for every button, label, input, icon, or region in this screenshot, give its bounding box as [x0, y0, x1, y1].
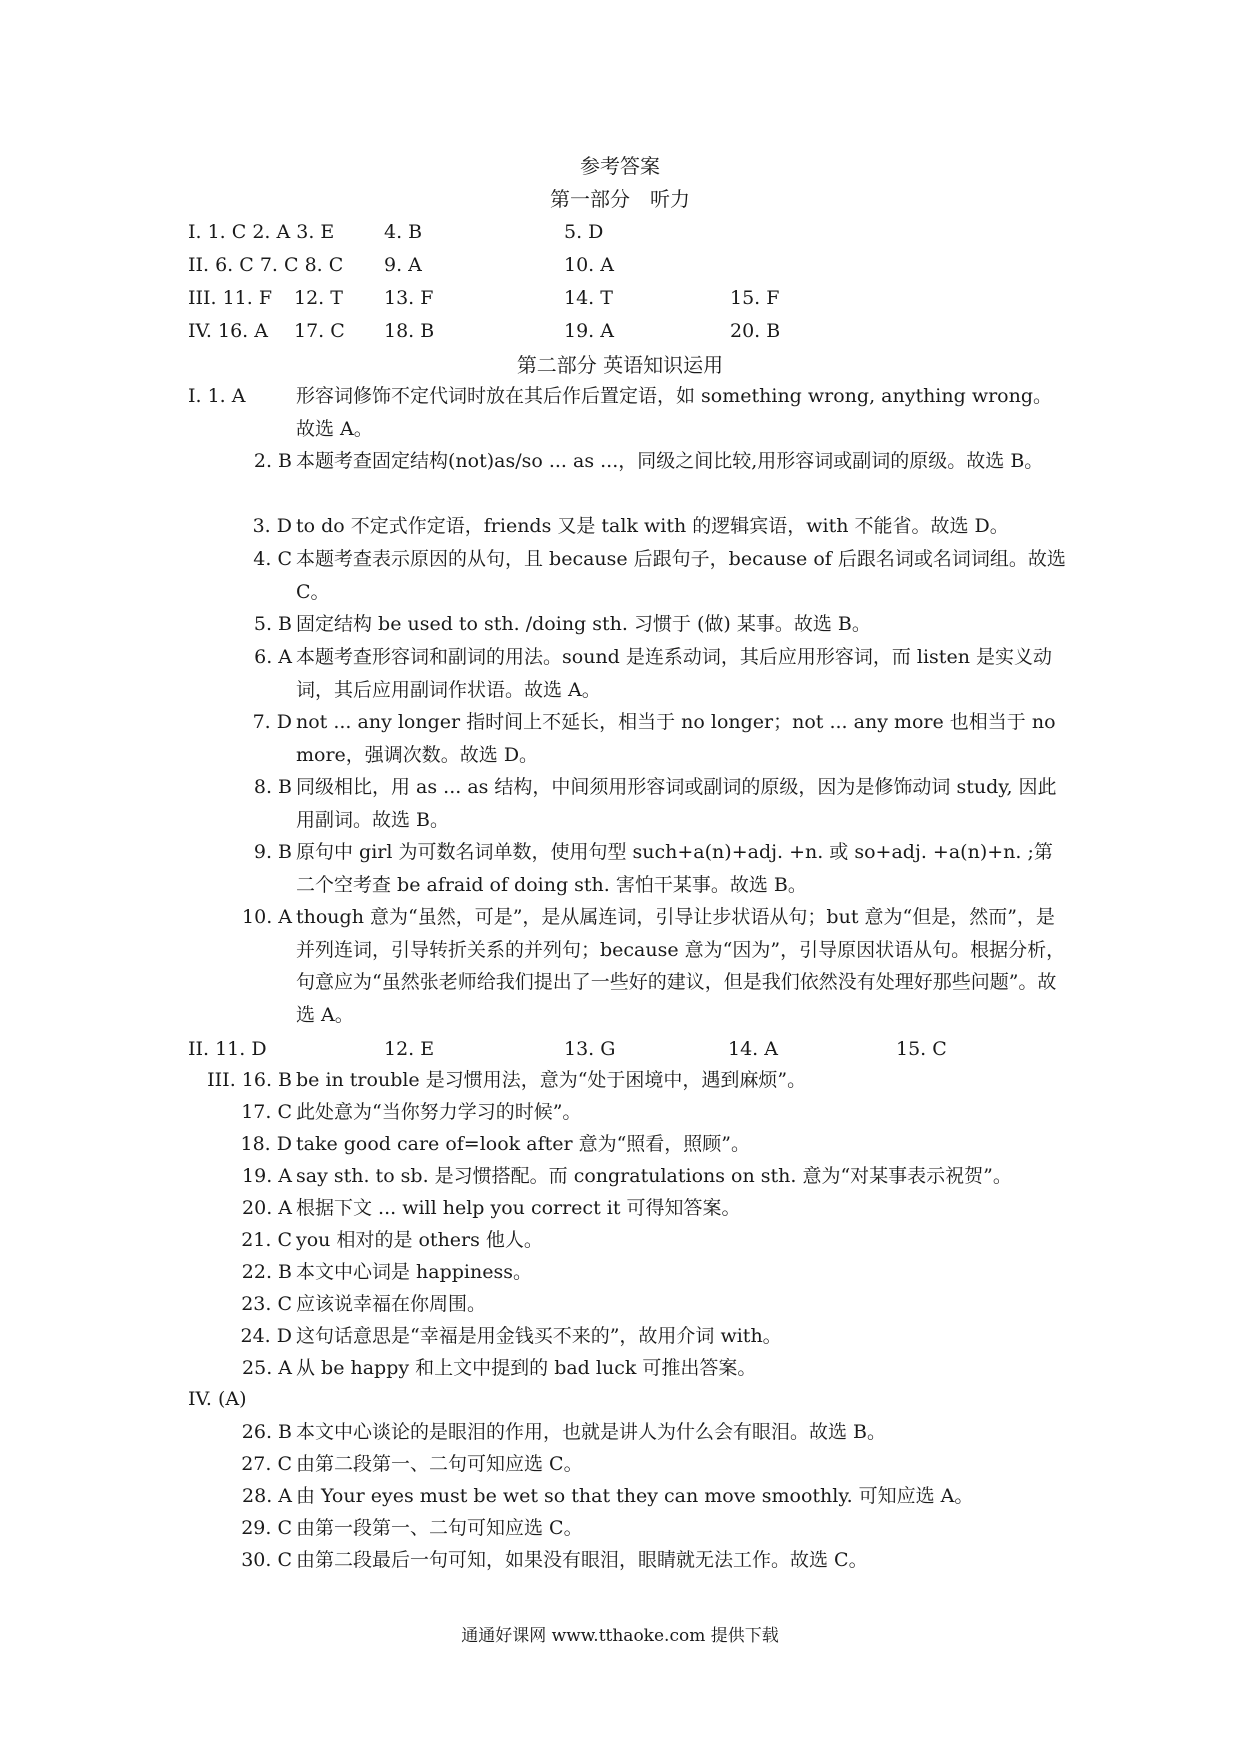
- answer-item: [188, 641, 1068, 706]
- explanation: 由第一段第一、二句可知应选 C。: [296, 1517, 583, 1539]
- explanation: not ... any longer 指时间上不延长，相当于 no longer；not ... any more 也相当于 no more，强调次数。故选 D。: [296, 711, 1056, 766]
- answer-number: 21. C: [241, 1229, 292, 1251]
- answer-cell: 17. C: [294, 320, 345, 342]
- explanation: 由第二段最后一句可知，如果没有眼泪，眼睛就无法工作。故选 C。: [296, 1549, 868, 1571]
- part1-row: [188, 217, 1088, 247]
- section4-label: IV. (A): [188, 1388, 247, 1410]
- answer-item: [188, 1448, 1068, 1481]
- explanation: 本题考查固定结构(not)as/so ... as ...，同级之间比较,用形容词或副词的原级。故选 B。: [296, 450, 1044, 472]
- explanation: 本文中心词是 happiness。: [296, 1261, 532, 1283]
- answer-cell: 5. D: [564, 221, 604, 243]
- part1-heading: 第一部分 听力: [550, 187, 690, 211]
- answer-item: [188, 380, 1068, 445]
- answer-cell: II. 6. C 7. C 8. C: [188, 254, 344, 276]
- explanation: take good care of=look after 意为“照看，照顾”。: [296, 1133, 751, 1155]
- answer-number: 19. A: [242, 1165, 292, 1187]
- answer-item: [188, 706, 1068, 771]
- explanation: 由第二段第一、二句可知应选 C。: [296, 1453, 583, 1475]
- page-title: 参考答案: [580, 154, 660, 178]
- explanation: 固定结构 be used to sth. /doing sth. 习惯于 (做) 某事。故选 B。: [296, 613, 871, 635]
- explanation: 根据下文 ... will help you correct it 可得知答案。: [296, 1197, 741, 1219]
- answer-number: 29. C: [241, 1517, 292, 1539]
- answer-cell: III. 11. F: [188, 287, 273, 309]
- answer-number: 9. B: [253, 841, 292, 863]
- answer-cell: IV. 16. A: [188, 320, 268, 342]
- explanation: 形容词修饰不定代词时放在其后作后置定语，如 something wrong, anything wrong。故选 A。: [296, 385, 1053, 440]
- answer-cell: 18. B: [384, 320, 435, 342]
- answer-item: [188, 1256, 1068, 1289]
- answer-cell: 9. A: [384, 254, 422, 276]
- answer-cell: 12. T: [294, 287, 343, 309]
- answer-number: 5. B: [253, 613, 292, 635]
- explanation: 此处意为“当你努力学习的时候”。: [296, 1101, 582, 1123]
- answer-number: 8. B: [253, 776, 292, 798]
- explanation: 这句话意思是“幸福是用金钱买不来的”，故用介词 with。: [296, 1325, 782, 1347]
- part1-row: [188, 250, 1088, 280]
- answer-item: [188, 1416, 1068, 1449]
- answer-number: 6. A: [254, 646, 292, 668]
- explanation: say sth. to sb. 是习惯搭配。而 congratulations on sth. 意为“对某事表示祝贺”。: [296, 1165, 1012, 1187]
- answer-number: 10. A: [242, 906, 292, 928]
- answer-item: [188, 445, 1068, 478]
- answer-cell: II. 11. D: [188, 1038, 267, 1060]
- answer-item: [188, 1480, 1068, 1513]
- answer-number: III. 16. B: [207, 1069, 292, 1091]
- answer-number: 27. C: [241, 1453, 292, 1475]
- answer-item: [188, 1288, 1068, 1321]
- answer-item: [188, 1192, 1068, 1225]
- explanation: 原句中 girl 为可数名词单数，使用句型 such+a(n)+adj. +n. 或 so+adj. +a(n)+n. ;第二个空考查 be afraid of doing sth. 害怕干某事。故选 B。: [296, 841, 1053, 896]
- explanation: 由 Your eyes must be wet so that they can move smoothly. 可知应选 A。: [296, 1485, 974, 1507]
- explanation: to do 不定式作定语，friends 又是 talk with 的逻辑宾语，with 不能省。故选 D。: [296, 515, 1009, 537]
- answer-item: [188, 1064, 1068, 1097]
- answer-number: 28. A: [242, 1485, 292, 1507]
- answer-item: [188, 771, 1068, 836]
- page-footer: 通通好课网 www.tthaoke.com 提供下载: [461, 1626, 779, 1646]
- answer-number: 22. B: [241, 1261, 292, 1283]
- section2-row: [188, 1034, 1088, 1064]
- answer-item: [188, 901, 1068, 1031]
- answer-number: 4. C: [253, 548, 292, 570]
- answer-cell: 14. A: [728, 1038, 778, 1060]
- explanation: be in trouble 是习惯用法，意为“处于困境中，遇到麻烦”。: [296, 1069, 807, 1091]
- answer-cell: I. 1. C 2. A 3. E: [188, 221, 335, 243]
- answer-item: [188, 1512, 1068, 1545]
- answer-number: 26. B: [241, 1421, 292, 1443]
- answer-number: 17. C: [241, 1101, 292, 1123]
- answer-item: [188, 1128, 1068, 1161]
- answer-item: [188, 1160, 1068, 1193]
- answer-number: 25. A: [242, 1357, 292, 1379]
- explanation: though 意为“虽然，可是”，是从属连词，引导让步状语从句；but 意为“但是，然而”，是并列连词，引导转折关系的并列句；because 意为“因为”，引导原因状语从句。根据分析，句意应为“虽然张老师给我们提出了一些好的建议，但是我们依然没有处理好那些问题”。故选 A。: [296, 906, 1066, 1026]
- answer-number: 18. D: [240, 1133, 292, 1155]
- answer-item: [188, 1320, 1068, 1353]
- answer-cell: 14. T: [564, 287, 613, 309]
- answer-number: I. 1. A: [188, 385, 246, 407]
- answer-item: [188, 1544, 1068, 1577]
- explanation: 本题考查表示原因的从句，且 because 后跟句子，because of 后跟名词或名词词组。故选 C。: [296, 548, 1066, 603]
- answer-cell: 13. G: [564, 1038, 616, 1060]
- explanation: you 相对的是 others 他人。: [296, 1229, 543, 1251]
- answer-cell: 4. B: [384, 221, 423, 243]
- answer-cell: 15. C: [896, 1038, 947, 1060]
- explanation: 本文中心谈论的是眼泪的作用，也就是讲人为什么会有眼泪。故选 B。: [296, 1421, 887, 1443]
- answer-number: 24. D: [240, 1325, 292, 1347]
- explanation: 从 be happy 和上文中提到的 bad luck 可推出答案。: [296, 1357, 757, 1379]
- answer-item: [188, 608, 1068, 641]
- answer-item: [188, 1096, 1068, 1129]
- answer-item: [188, 836, 1068, 901]
- part2-heading: 第二部分 英语知识运用: [516, 353, 724, 377]
- part1-row: [188, 316, 1088, 346]
- answer-number: 23. C: [241, 1293, 292, 1315]
- answer-cell: 20. B: [730, 320, 781, 342]
- explanation: 本题考查形容词和副词的用法。sound 是连系动词，其后应用形容词，而 listen 是实义动词，其后应用副词作状语。故选 A。: [296, 646, 1052, 701]
- answer-number: 3. D: [252, 515, 292, 537]
- explanation: 应该说幸福在你周围。: [296, 1293, 487, 1315]
- answer-number: 20. A: [242, 1197, 292, 1219]
- answer-cell: 19. A: [564, 320, 614, 342]
- answer-item: [188, 543, 1068, 608]
- answer-item: [188, 510, 1068, 543]
- explanation: 同级相比，用 as ... as 结构，中间须用形容词或副词的原级，因为是修饰动词 study, 因此用副词。故选 B。: [296, 776, 1057, 831]
- answer-number: 30. C: [241, 1549, 292, 1571]
- answer-item: [188, 1352, 1068, 1385]
- answer-cell: 15. F: [730, 287, 780, 309]
- answer-cell: 12. E: [384, 1038, 435, 1060]
- answer-number: 2. B: [253, 450, 292, 472]
- answer-number: 7. D: [252, 711, 292, 733]
- answer-cell: 10. A: [564, 254, 614, 276]
- answer-item: [188, 1224, 1068, 1257]
- answer-cell: 13. F: [384, 287, 434, 309]
- part1-row: [188, 283, 1088, 313]
